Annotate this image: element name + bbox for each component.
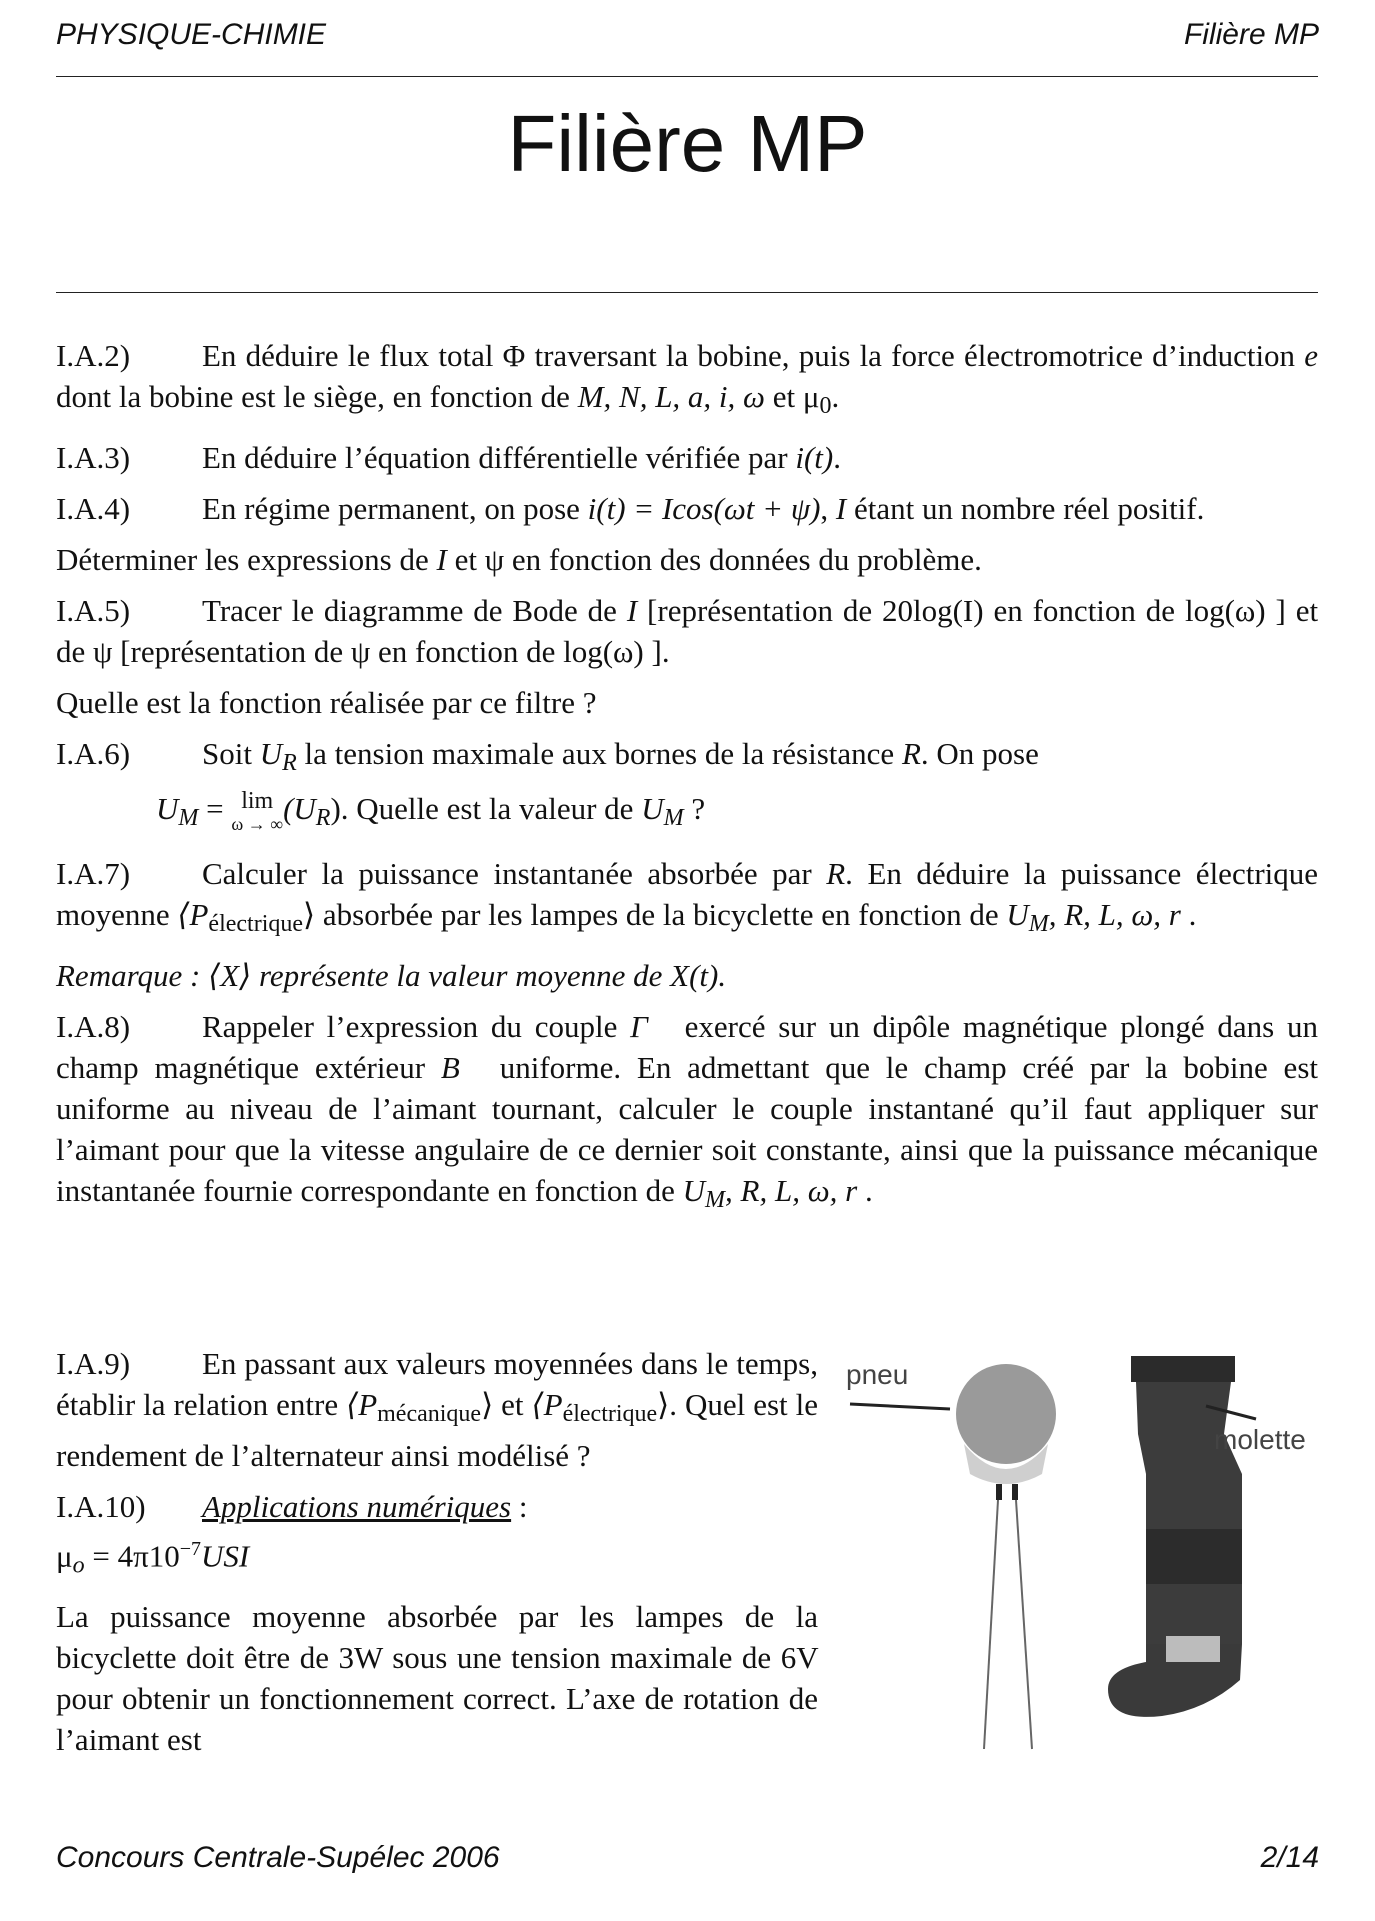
math: , R, L, ω, r bbox=[725, 1173, 858, 1208]
remark bbox=[56, 955, 1318, 996]
question-number: I.A.2) bbox=[56, 338, 131, 373]
question-a2 bbox=[56, 335, 1318, 427]
wire-right bbox=[1016, 1500, 1032, 1749]
text: Soit bbox=[202, 736, 252, 771]
text: . bbox=[833, 440, 841, 475]
pneu-pointer bbox=[850, 1404, 950, 1409]
question-number: I.A.8) bbox=[56, 1009, 131, 1044]
math: U bbox=[156, 791, 179, 826]
math: ψ bbox=[93, 634, 113, 669]
text: en fonction de bbox=[378, 634, 556, 669]
text: . En déduire la puissance électrique moyenne bbox=[56, 856, 1319, 932]
math: ⟨P bbox=[346, 1387, 378, 1422]
math: X(t) bbox=[670, 958, 719, 993]
text: ]. bbox=[651, 634, 670, 669]
text: dont la bobine est le siège, en fonction de bbox=[56, 379, 570, 414]
dynamo-band bbox=[1146, 1529, 1242, 1584]
footer-left: Concours Centrale-Supélec 2006 bbox=[56, 1841, 500, 1874]
question-number: I.A.3) bbox=[56, 440, 131, 475]
question-a6-equation bbox=[156, 788, 1318, 839]
text: . Quelle est la valeur de bbox=[340, 791, 634, 826]
question-a3 bbox=[56, 437, 1318, 478]
math: (U bbox=[283, 791, 316, 826]
molette-wheel bbox=[1131, 1356, 1235, 1382]
math: ⟩ bbox=[657, 1387, 670, 1422]
math: U bbox=[641, 791, 664, 826]
math: I bbox=[436, 542, 447, 577]
math: ⟩ bbox=[303, 897, 316, 932]
text: absorbée par les lampes de la bicyclette en fonction de bbox=[322, 897, 999, 932]
math: U bbox=[682, 1173, 706, 1208]
text: La puissance moyenne absorbée par les lampes de la bicyclette doit être de bbox=[56, 1599, 818, 1676]
math: R bbox=[901, 736, 921, 771]
text: : bbox=[511, 1489, 528, 1524]
math: e bbox=[1304, 338, 1318, 373]
page-number: 2/14 bbox=[1260, 1841, 1319, 1874]
math-subscript: M bbox=[705, 1187, 726, 1213]
text: . On pose bbox=[920, 736, 1039, 771]
math: 6V bbox=[780, 1640, 819, 1676]
label-pneu: pneu bbox=[846, 1359, 909, 1390]
math: Φ bbox=[502, 338, 526, 373]
math: log(ω) bbox=[563, 634, 644, 669]
header-right: Filière MP bbox=[1183, 18, 1319, 51]
math: I bbox=[626, 593, 638, 628]
math: U bbox=[259, 736, 283, 771]
math: i(t) bbox=[795, 440, 834, 475]
math: ψ bbox=[484, 542, 505, 577]
text: Déterminer les expressions de bbox=[56, 542, 429, 577]
header-left: PHYSIQUE-CHIMIE bbox=[56, 18, 327, 51]
text: ] et de bbox=[56, 593, 1319, 669]
question-a7 bbox=[56, 853, 1318, 945]
math: log(ω) bbox=[1184, 593, 1266, 628]
text: En régime permanent, on pose bbox=[202, 491, 580, 526]
question-number: I.A.6) bbox=[56, 736, 131, 771]
math-subscript: électrique bbox=[208, 911, 304, 937]
question-a5 bbox=[56, 590, 1318, 672]
text: . bbox=[831, 379, 840, 414]
math-subscript: mécanique bbox=[377, 1401, 482, 1427]
mu-value bbox=[56, 1529, 818, 1586]
math: 20log(I) bbox=[881, 593, 984, 628]
bottom-text-column bbox=[56, 1343, 818, 1770]
math: Γ⃗ bbox=[630, 1009, 672, 1044]
mount-bolt bbox=[1166, 1636, 1220, 1662]
dynamo-figure bbox=[846, 1344, 1316, 1764]
text: En déduire l’équation différentielle vérifiée par bbox=[202, 440, 788, 475]
text: traversant la bobine, puis la force électromotrice d’induction bbox=[534, 338, 1296, 373]
math: ⟨P bbox=[177, 897, 209, 932]
text: En déduire le flux total bbox=[202, 338, 494, 373]
text: [représentation de bbox=[120, 634, 344, 669]
text: ? bbox=[691, 791, 706, 826]
text: exercé sur un dipôle magnétique plongé dans un champ magnétique extérieur bbox=[56, 1009, 1319, 1085]
wire-left bbox=[984, 1500, 998, 1749]
question-a10 bbox=[56, 1486, 818, 1527]
text: étant un nombre réel positif. bbox=[854, 491, 1205, 526]
math: μ bbox=[56, 1538, 73, 1574]
numeric-application-text bbox=[56, 1596, 818, 1760]
text: Rappeler l’expression du couple bbox=[202, 1009, 618, 1044]
text: sous une tension maximale de bbox=[392, 1640, 772, 1676]
math: μ bbox=[802, 379, 820, 414]
math: i(t) = Icos(ωt + ψ) bbox=[587, 491, 821, 526]
math: lim bbox=[241, 788, 274, 814]
label-molette: molette bbox=[1214, 1424, 1306, 1455]
math: M, N, L, a, i, ω bbox=[577, 379, 765, 414]
text: en fonction de bbox=[993, 593, 1176, 628]
question-a4-followup bbox=[56, 539, 1318, 580]
text: . bbox=[1188, 897, 1197, 932]
page-title: Filière MP bbox=[507, 99, 868, 188]
text: pour obtenir un fonctionnement correct. L’axe de rotation de l’aimant est bbox=[56, 1681, 818, 1758]
math: ) bbox=[330, 791, 341, 826]
math: R bbox=[826, 856, 846, 891]
math-subscript: M bbox=[178, 805, 199, 831]
math: I bbox=[835, 491, 847, 526]
math-subscript: ω → ∞ bbox=[231, 814, 284, 834]
question-number: I.A.7) bbox=[56, 856, 131, 891]
question-a5-followup: Quelle est la fonction réalisée par ce filtre ? bbox=[56, 685, 597, 720]
text: Applications numériques bbox=[202, 1489, 512, 1524]
math: = bbox=[206, 791, 224, 826]
text: et bbox=[772, 379, 796, 414]
question-number: I.A.5) bbox=[56, 593, 131, 628]
question-a9 bbox=[56, 1343, 818, 1476]
math-subscript: M bbox=[1028, 911, 1049, 937]
math-subscript: R bbox=[315, 805, 331, 831]
math-exponent: −7 bbox=[179, 1538, 202, 1560]
question-a4 bbox=[56, 488, 1318, 529]
math: ⟨X⟩ bbox=[208, 958, 252, 993]
math: U bbox=[1006, 897, 1029, 932]
text: . bbox=[718, 958, 727, 993]
text: et bbox=[501, 1387, 524, 1422]
dynamo-body bbox=[1136, 1382, 1242, 1644]
text: Calculer la puissance instantanée absorbée par bbox=[202, 856, 812, 891]
math: = 4π10 bbox=[92, 1538, 180, 1574]
text: En passant aux valeurs moyennées dans le temps, établir la relation entre bbox=[56, 1346, 818, 1422]
limit-operator bbox=[231, 788, 283, 834]
text: Tracer le diagramme de Bode de bbox=[202, 593, 617, 628]
math-subscript: électrique bbox=[562, 1401, 658, 1427]
text: et bbox=[454, 542, 477, 577]
text: Remarque : bbox=[56, 958, 201, 993]
math: ⟨P bbox=[531, 1387, 563, 1422]
math: ψ bbox=[350, 634, 371, 669]
question-a6 bbox=[56, 733, 1318, 784]
text: . bbox=[864, 1173, 873, 1208]
text: en fonction des données du problème. bbox=[511, 542, 982, 577]
math: , R, L, ω, r bbox=[1048, 897, 1181, 932]
pin bbox=[1012, 1484, 1018, 1500]
question-number: I.A.10) bbox=[56, 1489, 146, 1524]
math: B⃗ bbox=[440, 1050, 484, 1085]
text: la tension maximale aux bornes de la résistance bbox=[304, 736, 895, 771]
tire-ball bbox=[956, 1364, 1056, 1464]
title-rule bbox=[56, 292, 1318, 293]
question-number: I.A.4) bbox=[56, 491, 131, 526]
question-a8 bbox=[56, 1006, 1318, 1221]
math-subscript: R bbox=[282, 750, 297, 776]
math-subscript: 0 bbox=[819, 393, 832, 419]
main-body bbox=[56, 335, 1318, 1231]
math: USI bbox=[201, 1538, 250, 1574]
math-subscript: M bbox=[663, 805, 684, 831]
dynamo-illustration bbox=[846, 1344, 1316, 1764]
text: . Quel est le rendement de l’alternateur ainsi modélisé ? bbox=[56, 1387, 819, 1473]
text: uniforme. En admettant que le champ créé par la bobine est uniforme au niveau de l’aimant tournant, calculer le couple instantané qu’il faut appliquer sur l’aimant pour que la vitesse angulaire de ce dernier soit constante, ainsi que la puissance mécanique instantanée fournie correspondante en fonction de bbox=[56, 1050, 1318, 1208]
text: [représentation de bbox=[647, 593, 873, 628]
text: représente la valeur moyenne de bbox=[258, 958, 663, 993]
text: , bbox=[820, 491, 829, 526]
pin bbox=[996, 1484, 1002, 1500]
question-number: I.A.9) bbox=[56, 1346, 131, 1381]
math: 3W bbox=[338, 1640, 383, 1676]
math-subscript: o bbox=[72, 1552, 85, 1579]
math: ⟩ bbox=[481, 1387, 494, 1422]
header-rule bbox=[56, 76, 1318, 77]
